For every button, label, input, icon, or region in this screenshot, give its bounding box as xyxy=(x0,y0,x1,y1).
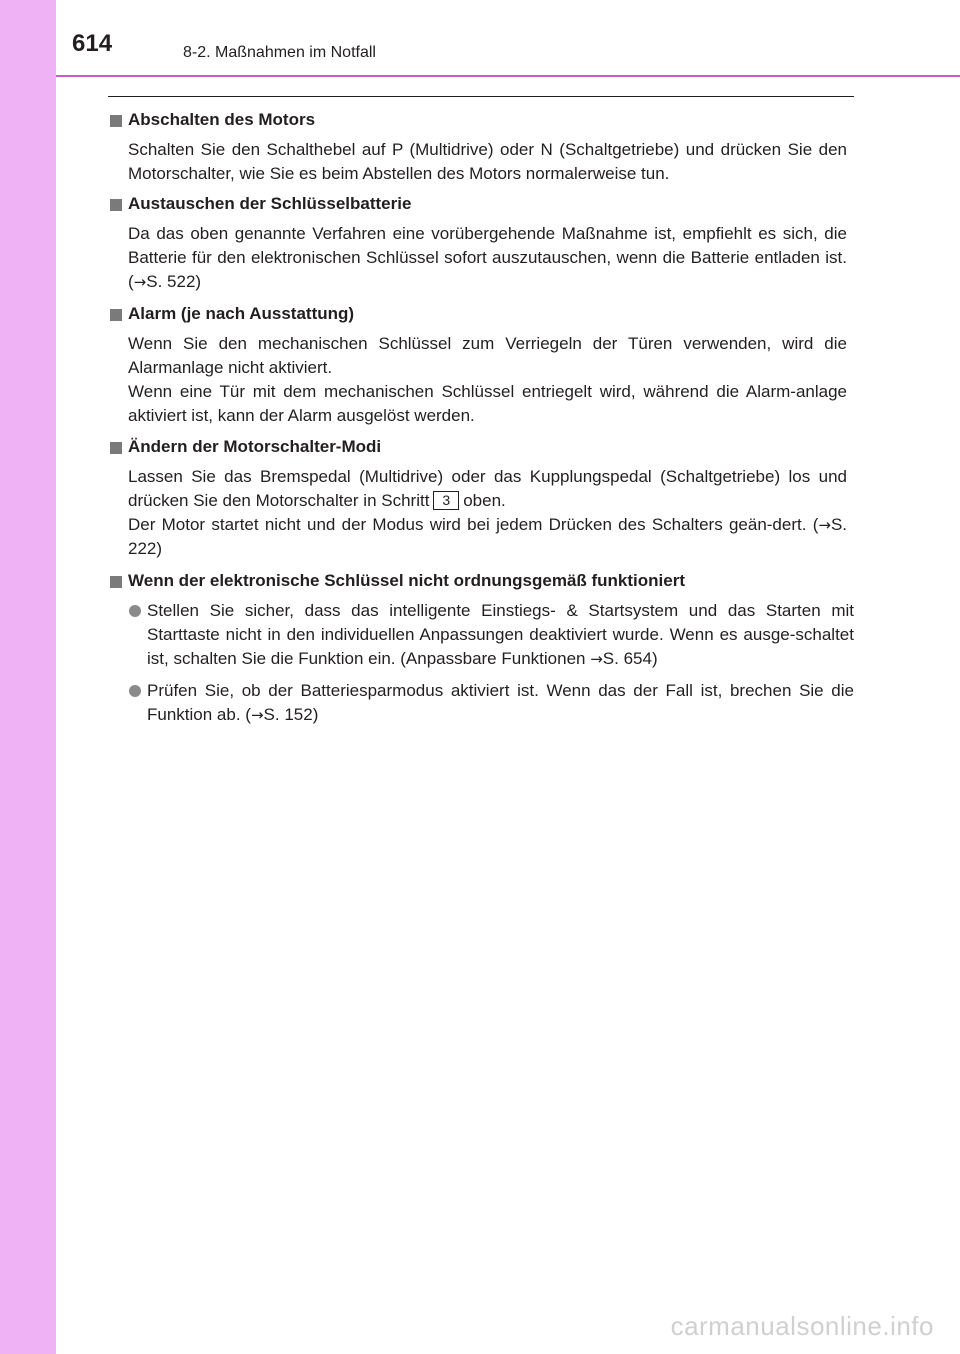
section-heading xyxy=(108,108,854,132)
square-bullet-icon xyxy=(110,199,122,211)
text-span: ) xyxy=(651,649,658,668)
arrow-right-icon: → xyxy=(133,273,147,291)
section-engine-off xyxy=(108,108,854,186)
text-line xyxy=(128,513,847,561)
arrow-right-icon: → xyxy=(590,650,603,668)
heading-text: Alarm (je nach Ausstattung) xyxy=(128,304,355,323)
page-reference-link[interactable]: S. 222 xyxy=(128,515,847,558)
heading-text: Abschalten des Motors xyxy=(128,110,316,129)
page-reference-link[interactable]: S. 152 xyxy=(263,705,313,724)
text-line: Wenn Sie den mechanischen Schlüssel zum Verriegeln der Türen verwenden, wird die Alarmanlage nicht aktiviert. xyxy=(128,334,847,377)
text-span: Da das oben genannte Verfahren eine vorübergehende Maßnahme ist, empfiehlt es sich, die Batterie für den elektronischen Schlüssel sofort auszutauschen, wenn die Batterie entladen ist. ( xyxy=(128,224,847,291)
section-switch-modes xyxy=(108,435,854,561)
heading-text: Wenn der elektronische Schlüssel nicht ordnungsgemäß funktioniert xyxy=(128,571,685,590)
section-text xyxy=(128,332,847,428)
text-span: Prüfen Sie, ob der Batteriesparmodus aktiviert ist. Wenn das der Fall ist, brechen Sie die Funktion ab. ( xyxy=(147,681,854,724)
step-number-badge: 3 xyxy=(433,491,459,510)
section-text xyxy=(128,465,847,561)
list-item xyxy=(128,679,854,727)
text-span: Stellen Sie sicher, dass das intelligente Einstiegs- & Startsystem und das Starten mit Starttaste nicht in den individuellen Anpassungen deaktiviert wurde. Wenn es ausge-schaltet ist, schalten Sie die Funktion ein. (Anpassbare Funktionen xyxy=(147,601,854,668)
section-key-battery xyxy=(108,192,854,294)
text-span: ) xyxy=(312,705,319,724)
arrow-right-icon: → xyxy=(250,706,264,724)
square-bullet-icon xyxy=(110,442,122,454)
section-key-malfunction xyxy=(108,569,854,727)
text-span: oben. xyxy=(463,491,506,510)
page-reference-link[interactable]: S. 522 xyxy=(146,272,196,291)
content-top-rule xyxy=(108,96,854,97)
chapter-sidebar-tab xyxy=(0,0,56,1354)
section-heading xyxy=(108,192,854,216)
page-reference-link[interactable]: S. 654 xyxy=(602,649,652,668)
section-heading xyxy=(108,569,854,593)
header-divider xyxy=(56,75,960,77)
square-bullet-icon xyxy=(110,115,122,127)
list-item xyxy=(128,599,854,671)
section-heading xyxy=(108,435,854,459)
text-span: ) xyxy=(156,539,163,558)
text-line xyxy=(128,465,847,513)
round-bullet-icon xyxy=(129,605,141,617)
watermark: carmanualsonline.info xyxy=(670,1311,934,1341)
chapter-title: 8-2. Maßnahmen im Notfall xyxy=(183,44,376,61)
section-heading xyxy=(108,302,854,326)
section-alarm xyxy=(108,302,854,428)
page-number: 614 xyxy=(72,30,113,57)
section-text: Schalten Sie den Schalthebel auf P (Multidrive) oder N (Schaltgetriebe) und drücken Sie den Motorschalter, wie Sie es beim Abstellen des Motors normalerweise tun. xyxy=(128,140,847,183)
text-span: Der Motor startet nicht und der Modus wird bei jedem Drücken des Schalters geän-dert. ( xyxy=(128,515,819,534)
square-bullet-icon xyxy=(110,309,122,321)
round-bullet-icon xyxy=(129,685,141,697)
heading-text: Ändern der Motorschalter-Modi xyxy=(128,437,382,456)
square-bullet-icon xyxy=(110,576,122,588)
section-text xyxy=(128,222,847,294)
arrow-right-icon: → xyxy=(818,516,831,534)
heading-text: Austauschen der Schlüsselbatterie xyxy=(128,194,412,213)
text-span: ) xyxy=(195,272,202,291)
text-span: Lassen Sie das Bremspedal (Multidrive) oder das Kupplungspedal (Schaltgetriebe) los und drücken Sie den Motorschalter in Schritt xyxy=(128,467,847,510)
text-line: Wenn eine Tür mit dem mechanischen Schlüssel entriegelt wird, während die Alarm-anlage aktiviert ist, kann der Alarm ausgelöst werden. xyxy=(128,382,847,425)
